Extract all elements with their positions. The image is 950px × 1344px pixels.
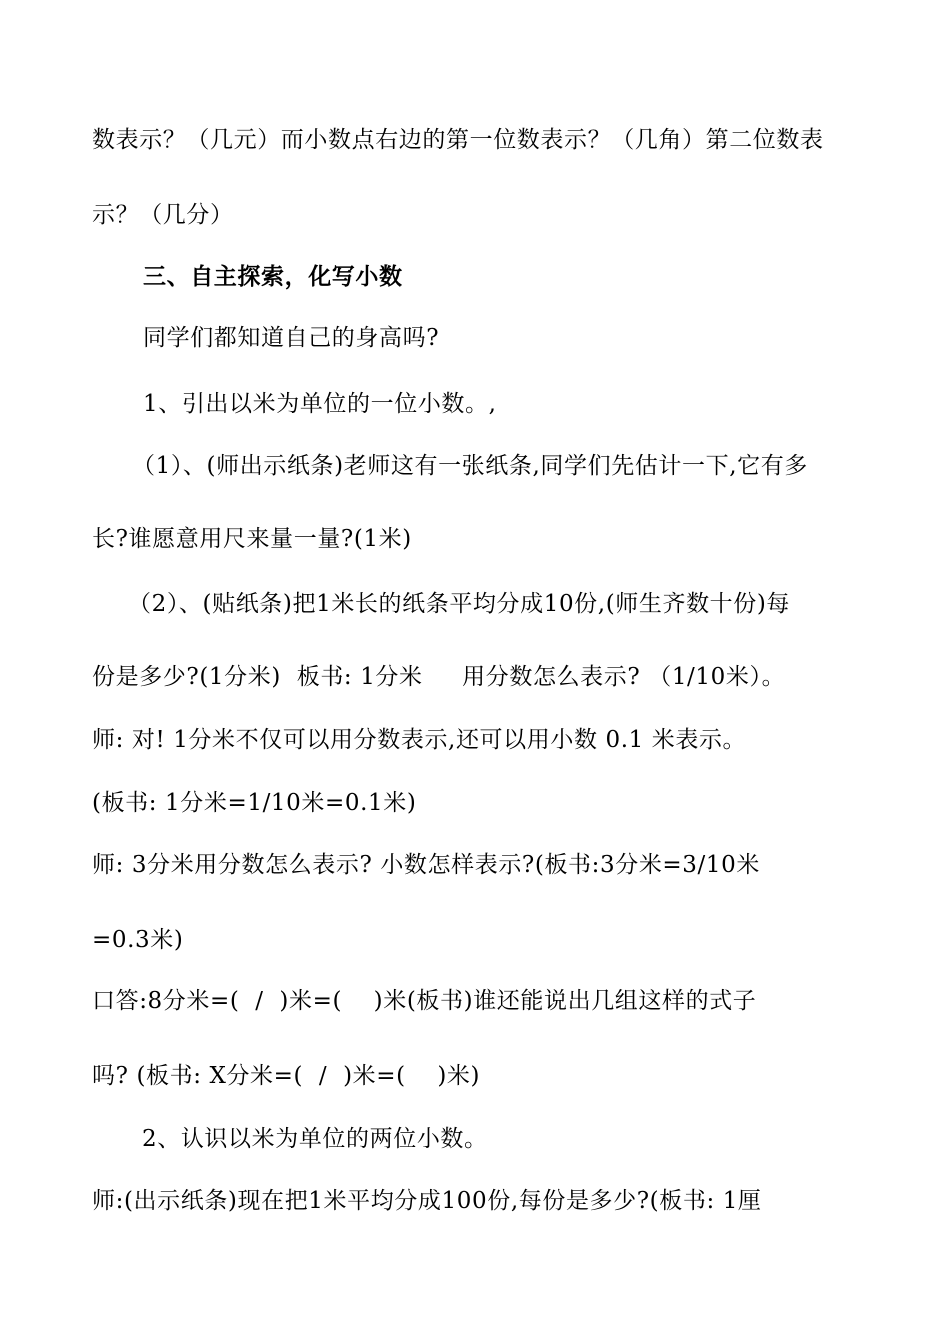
text-line-17: 师:(出示纸条)现在把1米平均分成100份,每份是多少?(板书: 1厘 bbox=[92, 1188, 762, 1214]
text-line-10: 师: 对! 1分米不仅可以用分数表示,还可以用小数 0.1 米表示。 bbox=[92, 727, 747, 753]
text-line-6: （1）、(师出示纸条)老师这有一张纸条,同学们先估计一下,它有多 bbox=[132, 453, 808, 479]
text-line-4: 同学们都知道自己的身高吗? bbox=[143, 325, 440, 351]
text-line-5: 1、引出以米为单位的一位小数。, bbox=[143, 391, 497, 417]
text-line-9: 份是多少?(1分米) 板书: 1分米 用分数怎么表示? （1/10米）。 bbox=[92, 664, 786, 690]
text-line-8: （2）、(贴纸条)把1米长的纸条平均分成10份,(师生齐数十份)每 bbox=[128, 591, 791, 617]
text-line-16: 2、认识以米为单位的两位小数。 bbox=[142, 1126, 488, 1152]
section-heading: 三、自主探索，化写小数 bbox=[143, 264, 403, 290]
text-line-14: 口答:8分米=( / )米=( )米(板书)谁还能说出几组这样的式子 bbox=[92, 988, 757, 1014]
text-line-2: 示？（几分） bbox=[92, 202, 234, 228]
text-line-7: 长?谁愿意用尺来量一量?(1米) bbox=[92, 526, 412, 552]
text-line-15: 吗? (板书: X分米=( / )米=( )米) bbox=[92, 1063, 481, 1089]
text-line-13: =0.3米) bbox=[92, 927, 184, 953]
text-line-11: (板书: 1分米=1/10米=0.1米) bbox=[92, 790, 417, 816]
text-line-12: 师: 3分米用分数怎么表示? 小数怎样表示?(板书:3分米=3/10米 bbox=[92, 852, 760, 878]
text-line-1: 数表示？（几元）而小数点右边的第一位数表示？（几角）第二位数表 bbox=[92, 127, 824, 153]
